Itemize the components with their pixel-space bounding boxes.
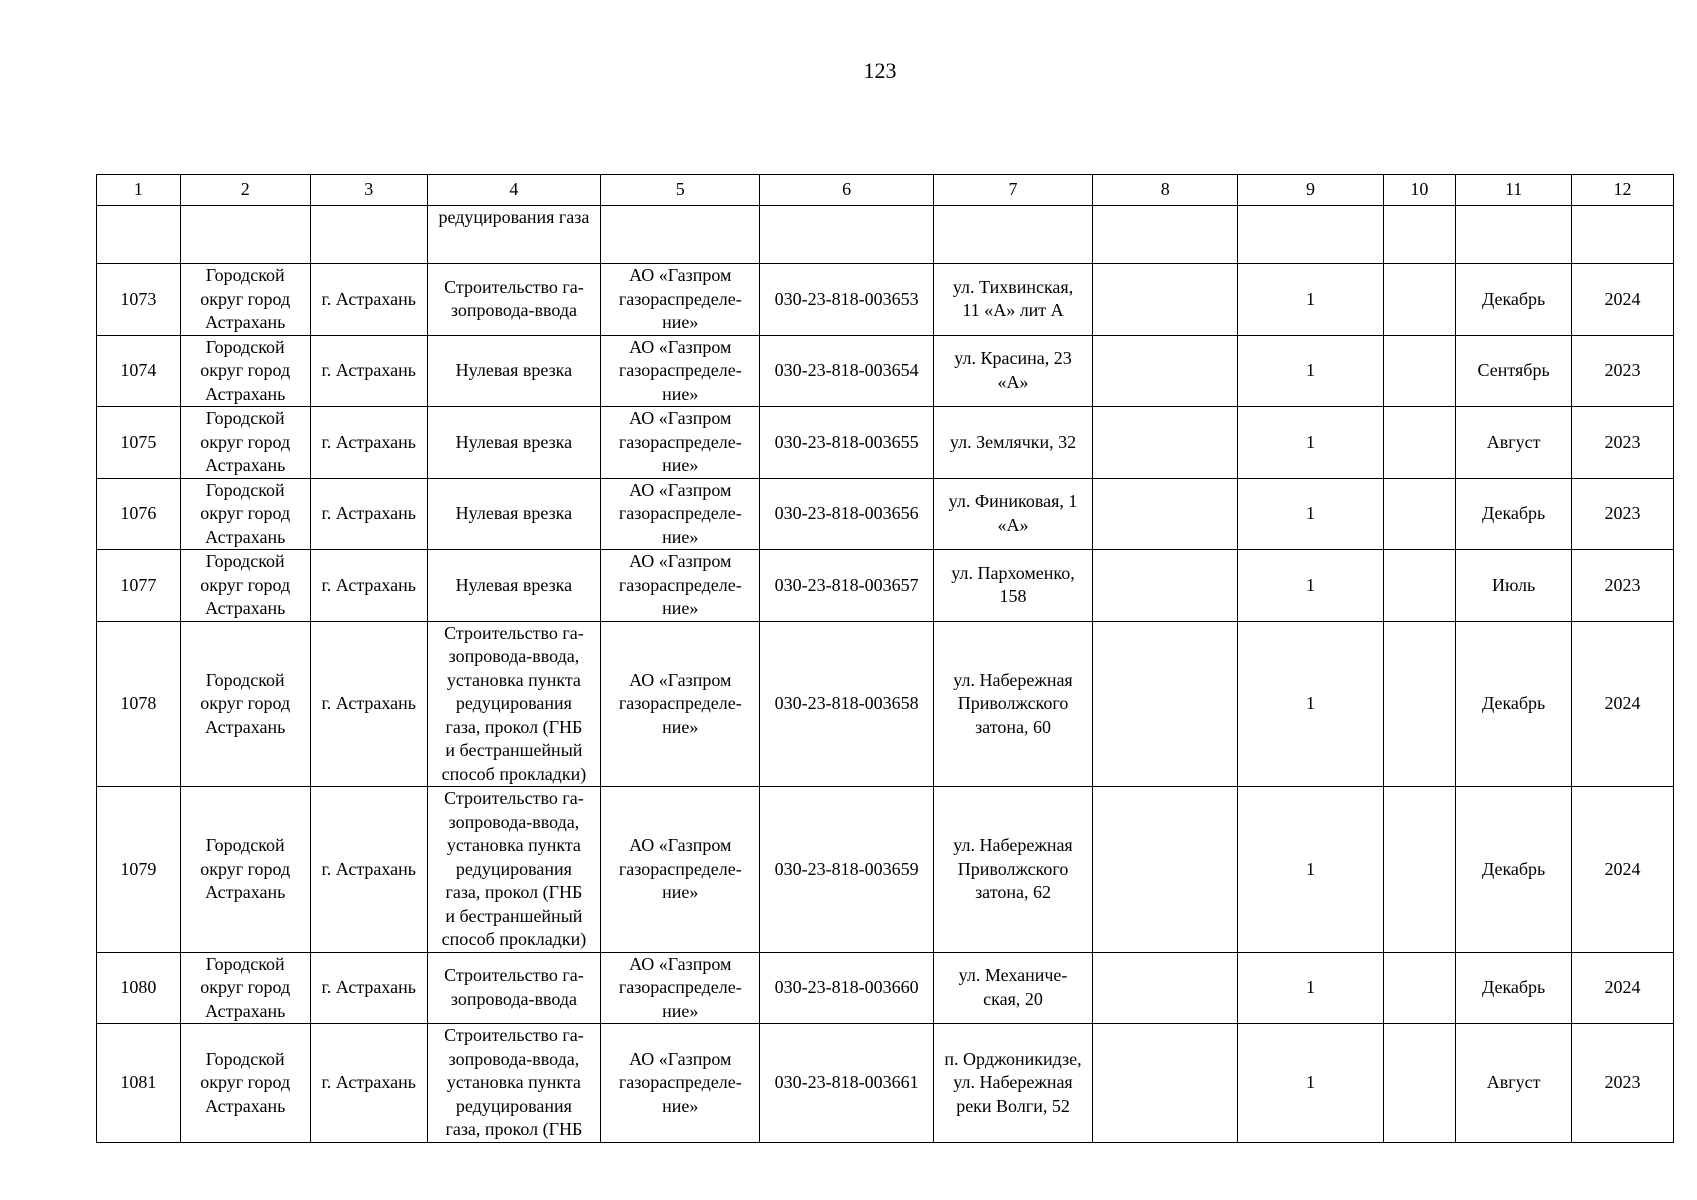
row-number-cell: 1075 (97, 407, 181, 479)
year-cell: 2024 (1572, 264, 1674, 336)
continuation-row (97, 206, 1674, 264)
column-header: 6 (760, 175, 933, 206)
year-cell: 2023 (1572, 407, 1674, 479)
work-cell: Строительство га- зопровода-ввода, установка пункта редуцирования газа, прокол (ГНБ (427, 1024, 600, 1143)
column-header: 2 (180, 175, 310, 206)
column-header: 11 (1456, 175, 1572, 206)
work-cell: Нулевая врезка (427, 335, 600, 407)
district-cell: Городской округ город Астрахань (180, 621, 310, 787)
organization-cell: АО «Газпром газораспределе- ние» (601, 621, 760, 787)
column-10-cell (1383, 550, 1456, 622)
row-number-cell: 1074 (97, 335, 181, 407)
column-10-cell (1383, 478, 1456, 550)
column-header: 8 (1093, 175, 1238, 206)
code-cell: 030-23-818-003656 (760, 478, 933, 550)
quantity-cell: 1 (1238, 264, 1383, 336)
quantity-cell: 1 (1238, 787, 1383, 953)
row-number-cell: 1079 (97, 787, 181, 953)
row-number-cell: 1081 (97, 1024, 181, 1143)
district-cell: Городской округ город Астрахань (180, 478, 310, 550)
quantity-cell: 1 (1238, 407, 1383, 479)
city-cell: г. Астрахань (310, 1024, 427, 1143)
city-cell: г. Астрахань (310, 787, 427, 953)
column-8-cell (1093, 335, 1238, 407)
city-cell: г. Астрахань (310, 550, 427, 622)
month-cell: Декабрь (1456, 478, 1572, 550)
district-cell: Городской округ город Астрахань (180, 952, 310, 1024)
quantity-cell: 1 (1238, 335, 1383, 407)
table-row (97, 264, 1674, 336)
month-cell: Декабрь (1456, 952, 1572, 1024)
month-cell: Декабрь (1456, 787, 1572, 953)
district-cell: Городской округ город Астрахань (180, 1024, 310, 1143)
column-10-cell (1383, 787, 1456, 953)
organization-cell: АО «Газпром газораспределе- ние» (601, 787, 760, 953)
month-cell: Декабрь (1456, 264, 1572, 336)
year-cell: 2023 (1572, 478, 1674, 550)
address-cell: п. Орджоникидзе, ул. Набережная реки Волги, 52 (933, 1024, 1092, 1143)
column-8-cell (1093, 1024, 1238, 1143)
work-cell: Строительство га- зопровода-ввода (427, 952, 600, 1024)
column-8-cell (1093, 621, 1238, 787)
district-cell: Городской округ город Астрахань (180, 787, 310, 953)
month-cell: Июль (1456, 550, 1572, 622)
address-cell: ул. Набережная Приволжского затона, 62 (933, 787, 1092, 953)
address-cell: ул. Землячки, 32 (933, 407, 1092, 479)
work-cell: Нулевая врезка (427, 407, 600, 479)
month-cell: Декабрь (1456, 621, 1572, 787)
city-cell: г. Астрахань (310, 621, 427, 787)
row-number-cell: 1073 (97, 264, 181, 336)
code-cell: 030-23-818-003654 (760, 335, 933, 407)
column-header: 10 (1383, 175, 1456, 206)
column-header: 12 (1572, 175, 1674, 206)
column-10-cell (1383, 952, 1456, 1024)
organization-cell: АО «Газпром газораспределе- ние» (601, 478, 760, 550)
column-header: 3 (310, 175, 427, 206)
column-10-cell (1383, 264, 1456, 336)
city-cell: г. Астрахань (310, 478, 427, 550)
month-cell: Август (1456, 407, 1572, 479)
row-number-cell: 1078 (97, 621, 181, 787)
table-row (97, 621, 1674, 787)
table-row (97, 550, 1674, 622)
table-row (97, 787, 1674, 953)
city-cell: г. Астрахань (310, 335, 427, 407)
organization-cell: АО «Газпром газораспределе- ние» (601, 264, 760, 336)
table-row (97, 952, 1674, 1024)
address-cell: ул. Тихвинская, 11 «А» лит А (933, 264, 1092, 336)
year-cell: 2024 (1572, 621, 1674, 787)
row-number-cell: 1076 (97, 478, 181, 550)
column-8-cell (1093, 550, 1238, 622)
code-cell: 030-23-818-003659 (760, 787, 933, 953)
district-cell: Городской округ город Астрахань (180, 550, 310, 622)
city-cell: г. Астрахань (310, 407, 427, 479)
column-header: 1 (97, 175, 181, 206)
column-10-cell (1383, 1024, 1456, 1143)
organization-cell: АО «Газпром газораспределе- ние» (601, 335, 760, 407)
year-cell: 2024 (1572, 952, 1674, 1024)
table-row (97, 1024, 1674, 1143)
table-row (97, 407, 1674, 479)
column-8-cell (1093, 264, 1238, 336)
organization-cell: АО «Газпром газораспределе- ние» (601, 1024, 760, 1143)
organization-cell: АО «Газпром газораспределе- ние» (601, 550, 760, 622)
header-row (97, 175, 1674, 206)
address-cell: ул. Красина, 23 «А» (933, 335, 1092, 407)
page-number: 123 (863, 58, 897, 83)
column-header: 5 (601, 175, 760, 206)
quantity-cell: 1 (1238, 1024, 1383, 1143)
column-10-cell (1383, 621, 1456, 787)
work-cell: Нулевая врезка (427, 478, 600, 550)
code-cell: 030-23-818-003653 (760, 264, 933, 336)
work-cell: Строительство га- зопровода-ввода, установка пункта редуцирования газа, прокол (ГНБ и бестраншейный способ прокладки) (427, 787, 600, 953)
quantity-cell: 1 (1238, 621, 1383, 787)
row-number-cell: 1077 (97, 550, 181, 622)
code-cell: 030-23-818-003655 (760, 407, 933, 479)
column-header: 7 (933, 175, 1092, 206)
city-cell: г. Астрахань (310, 952, 427, 1024)
organization-cell: АО «Газпром газораспределе- ние» (601, 952, 760, 1024)
work-cell: Строительство га- зопровода-ввода, установка пункта редуцирования газа, прокол (ГНБ и бестраншейный способ прокладки) (427, 621, 600, 787)
code-cell: 030-23-818-003660 (760, 952, 933, 1024)
registry-table (96, 174, 1674, 1143)
work-cell: Нулевая врезка (427, 550, 600, 622)
address-cell: ул. Пархоменко, 158 (933, 550, 1092, 622)
year-cell: 2024 (1572, 787, 1674, 953)
district-cell: Городской округ город Астрахань (180, 407, 310, 479)
address-cell: ул. Набережная Приволжского затона, 60 (933, 621, 1092, 787)
month-cell: Сентябрь (1456, 335, 1572, 407)
district-cell: Городской округ город Астрахань (180, 264, 310, 336)
code-cell: 030-23-818-003661 (760, 1024, 933, 1143)
year-cell: 2023 (1572, 1024, 1674, 1143)
work-cell: редуцирования газа (427, 206, 600, 264)
year-cell: 2023 (1572, 550, 1674, 622)
address-cell: ул. Финиковая, 1 «А» (933, 478, 1092, 550)
work-cell: Строительство га- зопровода-ввода (427, 264, 600, 336)
table-row (97, 478, 1674, 550)
column-10-cell (1383, 335, 1456, 407)
code-cell: 030-23-818-003658 (760, 621, 933, 787)
code-cell: 030-23-818-003657 (760, 550, 933, 622)
organization-cell: АО «Газпром газораспределе- ние» (601, 407, 760, 479)
column-8-cell (1093, 787, 1238, 953)
column-8-cell (1093, 478, 1238, 550)
quantity-cell: 1 (1238, 478, 1383, 550)
month-cell: Август (1456, 1024, 1572, 1143)
column-8-cell (1093, 407, 1238, 479)
column-8-cell (1093, 952, 1238, 1024)
district-cell: Городской округ город Астрахань (180, 335, 310, 407)
column-header: 9 (1238, 175, 1383, 206)
address-cell: ул. Механиче- ская, 20 (933, 952, 1092, 1024)
table-row (97, 335, 1674, 407)
column-10-cell (1383, 407, 1456, 479)
city-cell: г. Астрахань (310, 264, 427, 336)
year-cell: 2023 (1572, 335, 1674, 407)
column-header: 4 (427, 175, 600, 206)
row-number-cell: 1080 (97, 952, 181, 1024)
quantity-cell: 1 (1238, 550, 1383, 622)
quantity-cell: 1 (1238, 952, 1383, 1024)
